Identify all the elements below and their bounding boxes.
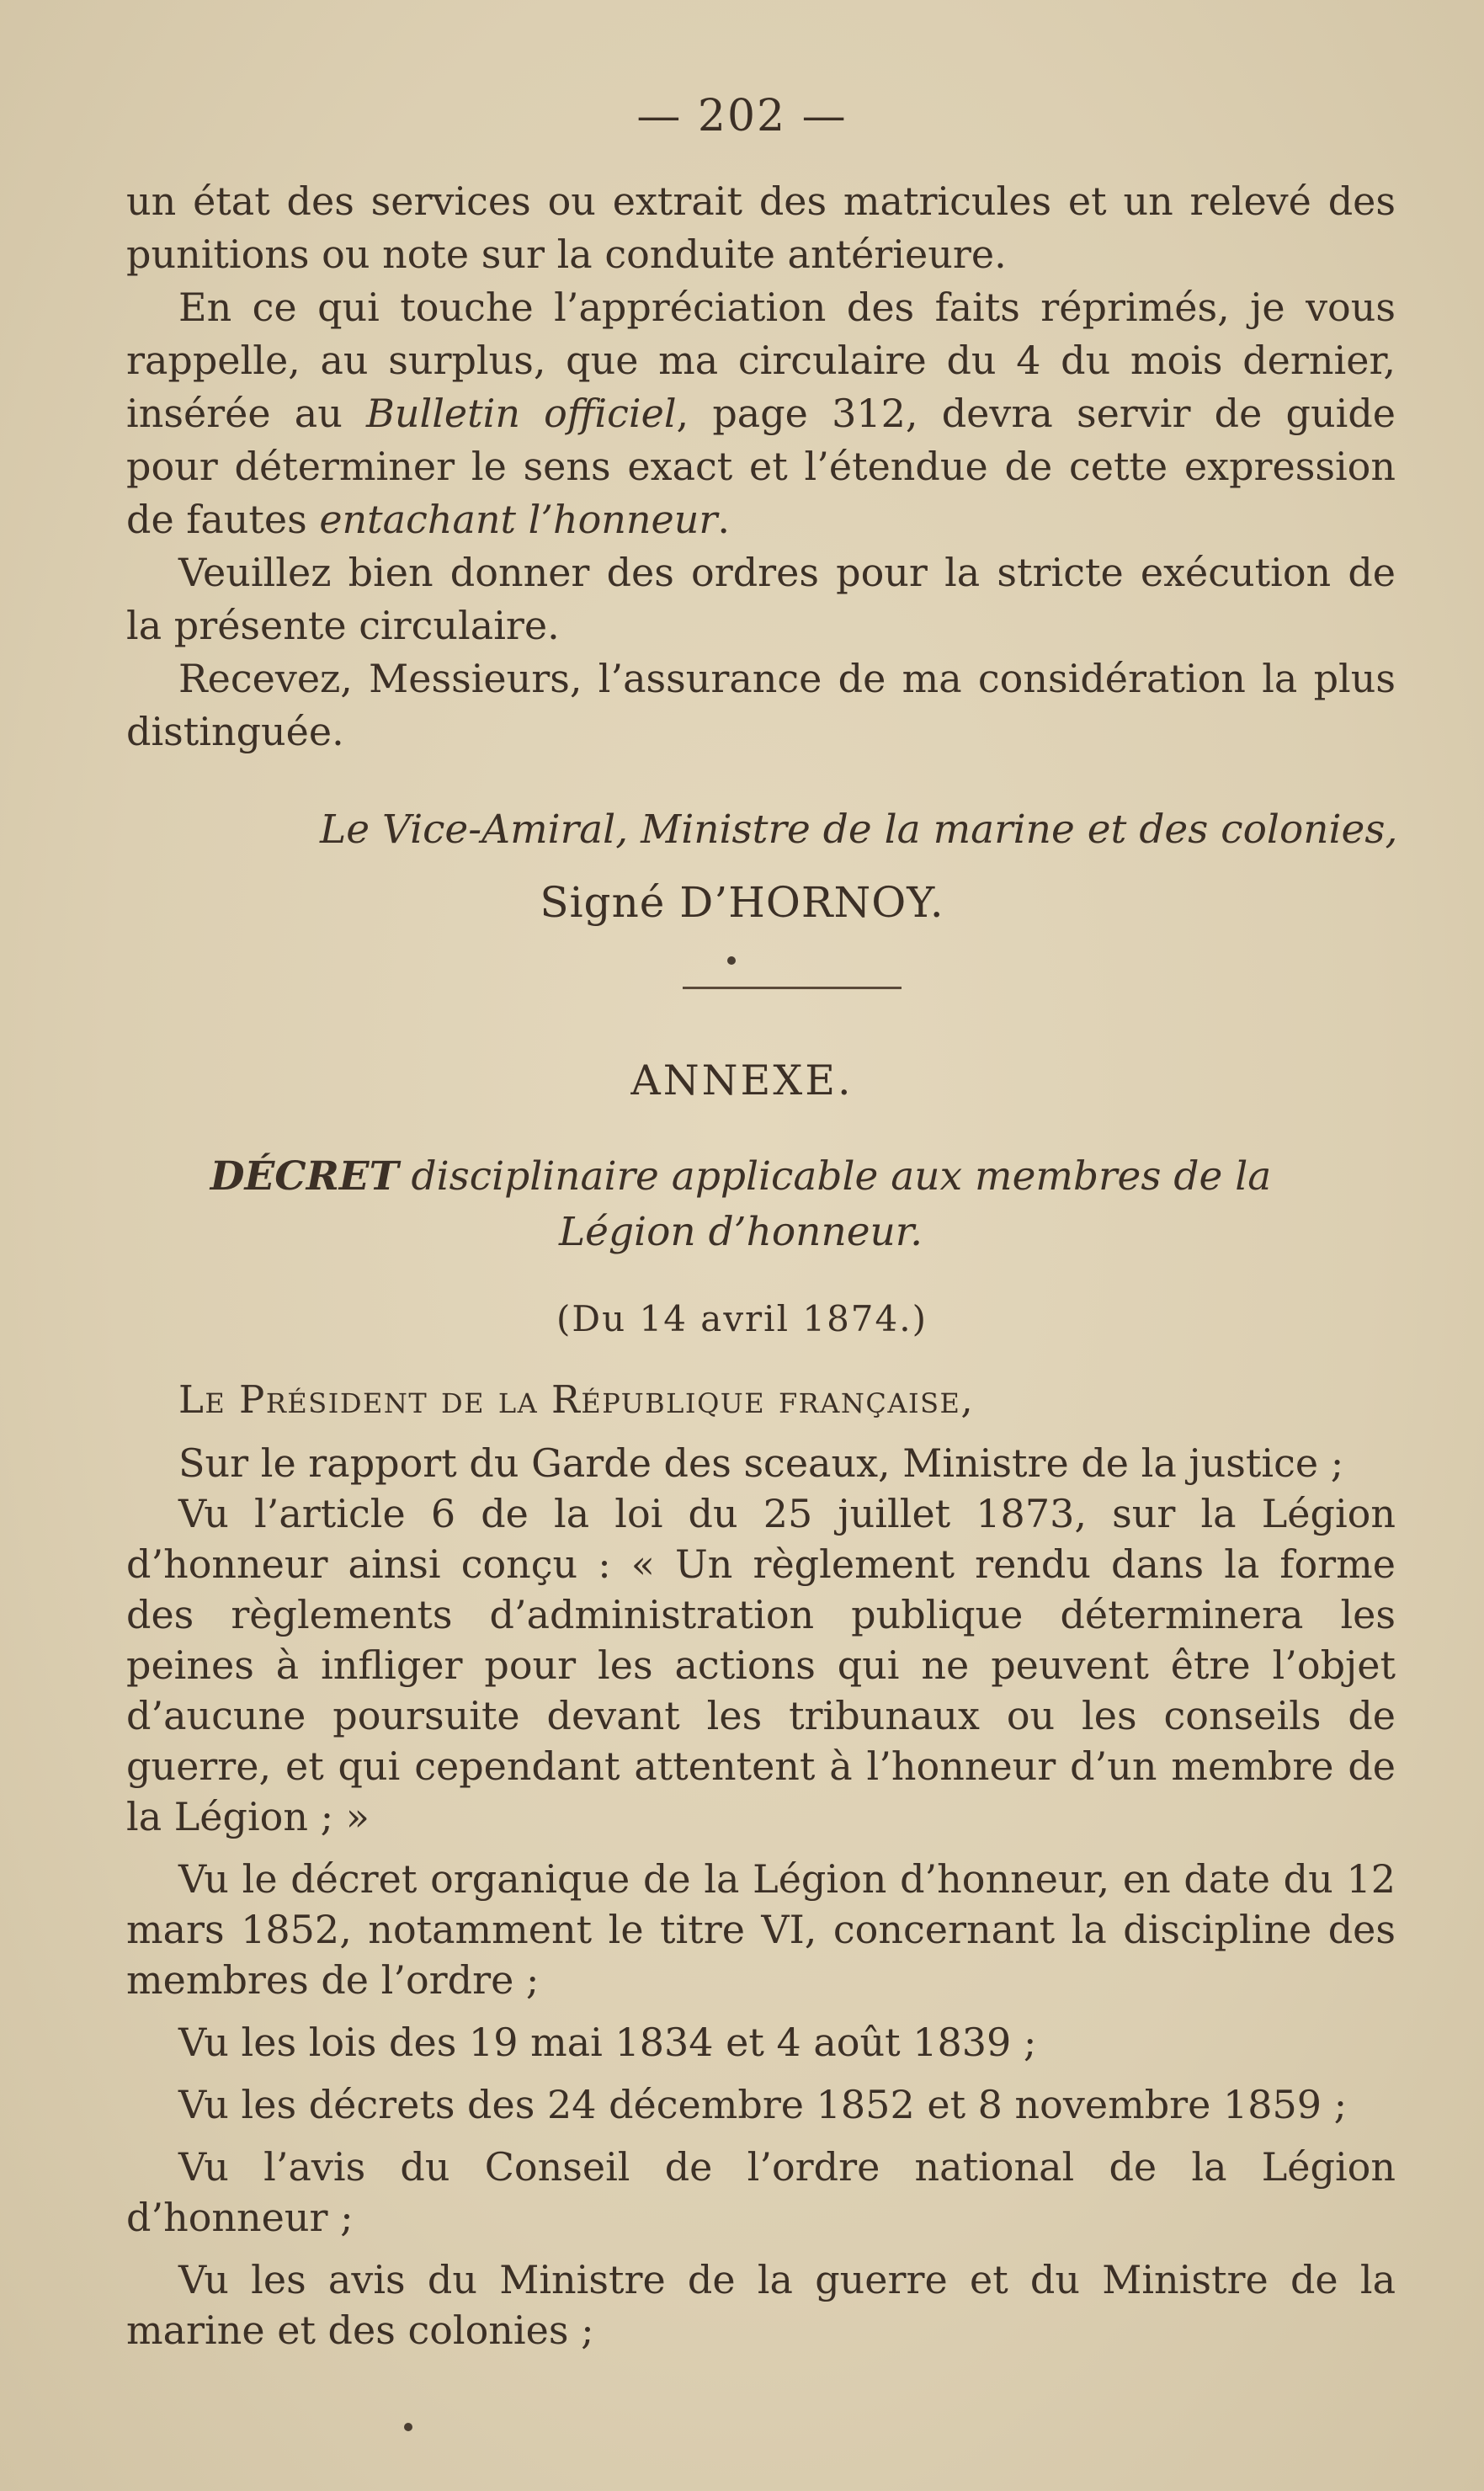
decret-paragraph: Vu les lois des 19 mai 1834 et 4 août 1839 ;: [178, 2020, 1037, 2065]
paragraph-appreciation-text-2: , page 312, devra servir de guide pour déterminer le sens exact et l’étendue de cette expression de fautes: [126, 391, 1396, 542]
bulletin-officiel-ref: Bulletin officiel: [366, 391, 677, 436]
letter-body: [126, 175, 1396, 758]
decret-word: DÉCRET: [210, 1153, 399, 1200]
decret-subtitle: disciplinaire applicable aux membres de la Légion d’honneur.: [411, 1153, 1272, 1255]
decret-paragraph: Vu l’avis du Conseil de l’ordre national de la Légion d’honneur ;: [126, 2144, 1396, 2240]
decret-body: [126, 1438, 1396, 2355]
page-number: — 202 —: [636, 91, 848, 141]
ink-speck: [727, 956, 736, 965]
section-divider: [683, 987, 902, 989]
decret-paragraph: Vu l’article 6 de la loi du 25 juillet 1873, sur la Légion d’honneur ainsi conçu : « Un règlement rendu dans la forme des règlements d’administration publique déterminera les peines à infliger pour les actions qui ne peuvent être l’objet d’aucune poursuite devant les tribunaux ou les conseils de guerre, et qui cependant attentent à l’honneur d’un membre de la Légion ; »: [126, 1491, 1396, 1839]
decret-paragraph: Sur le rapport du Garde des sceaux, Ministre de la justice ;: [178, 1440, 1344, 1486]
decret-date: (Du 14 avril 1874.): [556, 1298, 928, 1339]
paragraph-orders: Veuillez bien donner des ordres pour la stricte exécution de la présente circulaire.: [126, 550, 1396, 648]
decret-title: [194, 1149, 1288, 1260]
paragraph-appreciation: [126, 281, 1396, 546]
decret-paragraph: Vu les avis du Ministre de la guerre et du Ministre de la marine et des colonies ;: [126, 2257, 1396, 2353]
signature-title: Le Vice-Amiral, Ministre de la marine et des colonies,: [320, 806, 1398, 853]
entachant-honneur-phrase: entachant l’honneur: [319, 497, 718, 542]
ink-speck: [404, 2423, 412, 2431]
signature-name: Signé D’HORNOY.: [540, 878, 944, 927]
paragraph-continuation: un état des services ou extrait des matricules et un relevé des punitions ou note sur la conduite antérieure.: [126, 178, 1396, 277]
president-heading: Le Président de la République française,: [178, 1377, 975, 1422]
annexe-heading: ANNEXE.: [630, 1057, 854, 1104]
decret-paragraph: Vu le décret organique de la Légion d’honneur, en date du 12 mars 1852, notamment le titre VI, concernant la discipline des membres de l’ordre ;: [126, 1856, 1396, 2003]
paragraph-closing: Recevez, Messieurs, l’assurance de ma considération la plus distinguée.: [126, 656, 1396, 754]
paragraph-appreciation-text-3: .: [717, 497, 730, 542]
decret-paragraph: Vu les décrets des 24 décembre 1852 et 8 novembre 1859 ;: [178, 2082, 1348, 2127]
paragraph-appreciation-text-1: En ce qui touche l’appréciation des faits réprimés, je vous rappelle, au surplus, que ma circulaire du 4 du mois dernier, insérée au: [126, 285, 1396, 436]
